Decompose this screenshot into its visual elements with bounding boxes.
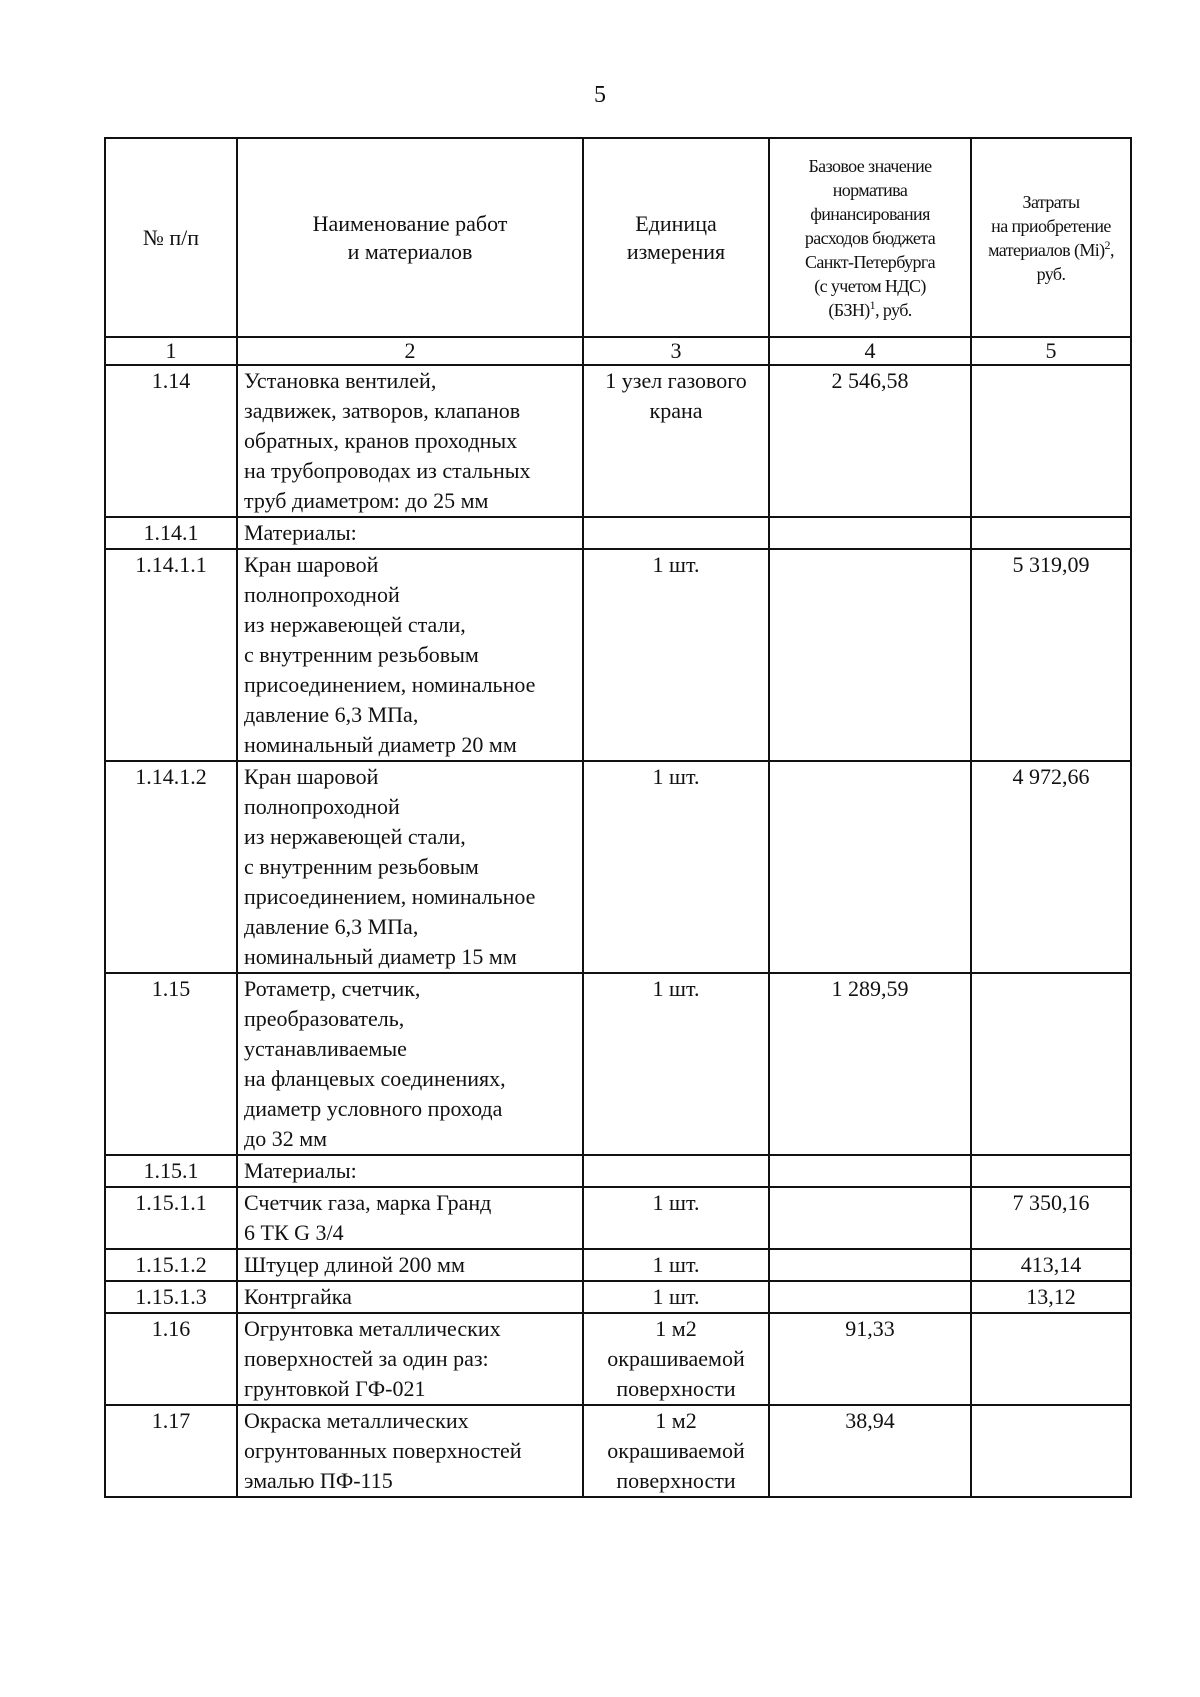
row-name: Огрунтовка металлических поверхностей за один раз: грунтовкой ГФ-021 (237, 1313, 583, 1405)
row-name: Ротаметр, счетчик, преобразователь, устанавливаемые на фланцевых соединениях, диаметр условного прохода до 32 мм (237, 973, 583, 1155)
row-name: Материалы: (237, 517, 583, 549)
row-base-value: 2 546,58 (769, 365, 971, 517)
table-row (105, 761, 1131, 973)
row-material-cost (971, 1405, 1131, 1497)
row-unit: 1 м2 окрашиваемой поверхности (583, 1405, 769, 1497)
row-base-value: 91,33 (769, 1313, 971, 1405)
row-number: 1.16 (105, 1313, 237, 1405)
row-material-cost (971, 1313, 1131, 1405)
column-number: 3 (583, 337, 769, 365)
row-number: 1.15.1.3 (105, 1281, 237, 1313)
row-base-value: 38,94 (769, 1405, 971, 1497)
column-number: 4 (769, 337, 971, 365)
page-number: 5 (594, 82, 606, 108)
row-name: Кран шаровой полнопроходной из нержавеющей стали, с внутренним резьбовым присоединением, номинальное давление 6,3 МПа, номинальный диаметр 15 мм (237, 761, 583, 973)
row-base-value (769, 1249, 971, 1281)
row-number: 1.17 (105, 1405, 237, 1497)
row-unit: 1 м2 окрашиваемой поверхности (583, 1313, 769, 1405)
row-material-cost: 4 972,66 (971, 761, 1131, 973)
row-base-value (769, 761, 971, 973)
row-base-value (769, 1281, 971, 1313)
table-header-row (105, 138, 1131, 337)
row-material-cost: 7 350,16 (971, 1187, 1131, 1249)
row-name: Штуцер длиной 200 мм (237, 1249, 583, 1281)
row-name: Окраска металлических огрунтованных поверхностей эмалью ПФ-115 (237, 1405, 583, 1497)
row-number: 1.14.1 (105, 517, 237, 549)
row-base-value (769, 517, 971, 549)
header-unit: Единица измерения (583, 138, 769, 337)
column-number: 1 (105, 337, 237, 365)
row-unit: 1 шт. (583, 1281, 769, 1313)
row-name: Кран шаровой полнопроходной из нержавеющей стали, с внутренним резьбовым присоединением, номинальное давление 6,3 МПа, номинальный диаметр 20 мм (237, 549, 583, 761)
row-number: 1.14.1.2 (105, 761, 237, 973)
row-material-cost: 5 319,09 (971, 549, 1131, 761)
footnote-mark-1: 1 (869, 297, 876, 312)
row-unit: 1 шт. (583, 761, 769, 973)
row-name: Установка вентилей, задвижек, затворов, клапанов обратных, кранов проходных на трубопроводах из стальных труб диаметром: до 25 мм (237, 365, 583, 517)
column-number: 2 (237, 337, 583, 365)
row-unit: 1 шт. (583, 1249, 769, 1281)
row-name: Контргайка (237, 1281, 583, 1313)
table-row (105, 549, 1131, 761)
table-row (105, 1281, 1131, 1313)
row-unit: 1 шт. (583, 549, 769, 761)
row-material-cost: 413,14 (971, 1249, 1131, 1281)
row-name: Материалы: (237, 1155, 583, 1187)
row-material-cost (971, 973, 1131, 1155)
row-material-cost (971, 517, 1131, 549)
row-number: 1.14 (105, 365, 237, 517)
header-work-name: Наименование работ и материалов (237, 138, 583, 337)
row-name: Счетчик газа, марка Гранд 6 ТК G 3/4 (237, 1187, 583, 1249)
header-item-number: № п/п (105, 138, 237, 337)
table-row (105, 365, 1131, 517)
table-row (105, 1187, 1131, 1249)
header-base-value: Базовое значение норматива финансирования расходов бюджета Санкт-Петербурга (с учетом НДС) (БЗН)$^1$, руб. (769, 138, 971, 337)
row-base-value (769, 549, 971, 761)
row-material-cost (971, 365, 1131, 517)
row-base-value (769, 1155, 971, 1187)
table-row (105, 517, 1131, 549)
financing-norms-table (104, 137, 1132, 1498)
row-unit (583, 517, 769, 549)
table-row (105, 1249, 1131, 1281)
row-base-value: 1 289,59 (769, 973, 971, 1155)
row-number: 1.15.1 (105, 1155, 237, 1187)
table-row (105, 973, 1131, 1155)
header-material-costs: Затраты на приобретение материалов $(Mi)^2$, руб. (971, 138, 1131, 337)
column-number: 5 (971, 337, 1131, 365)
row-base-value (769, 1187, 971, 1249)
row-number: 1.15.1.2 (105, 1249, 237, 1281)
table-row (105, 1405, 1131, 1497)
footnote-mark-2: 2 (1104, 237, 1110, 252)
row-unit: 1 узел газового крана (583, 365, 769, 517)
row-material-cost (971, 1155, 1131, 1187)
row-number: 1.14.1.1 (105, 549, 237, 761)
row-unit: 1 шт. (583, 1187, 769, 1249)
row-number: 1.15.1.1 (105, 1187, 237, 1249)
column-number-row (105, 337, 1131, 365)
row-unit: 1 шт. (583, 973, 769, 1155)
table-row (105, 1155, 1131, 1187)
row-material-cost: 13,12 (971, 1281, 1131, 1313)
table-row (105, 1313, 1131, 1405)
row-number: 1.15 (105, 973, 237, 1155)
row-unit (583, 1155, 769, 1187)
